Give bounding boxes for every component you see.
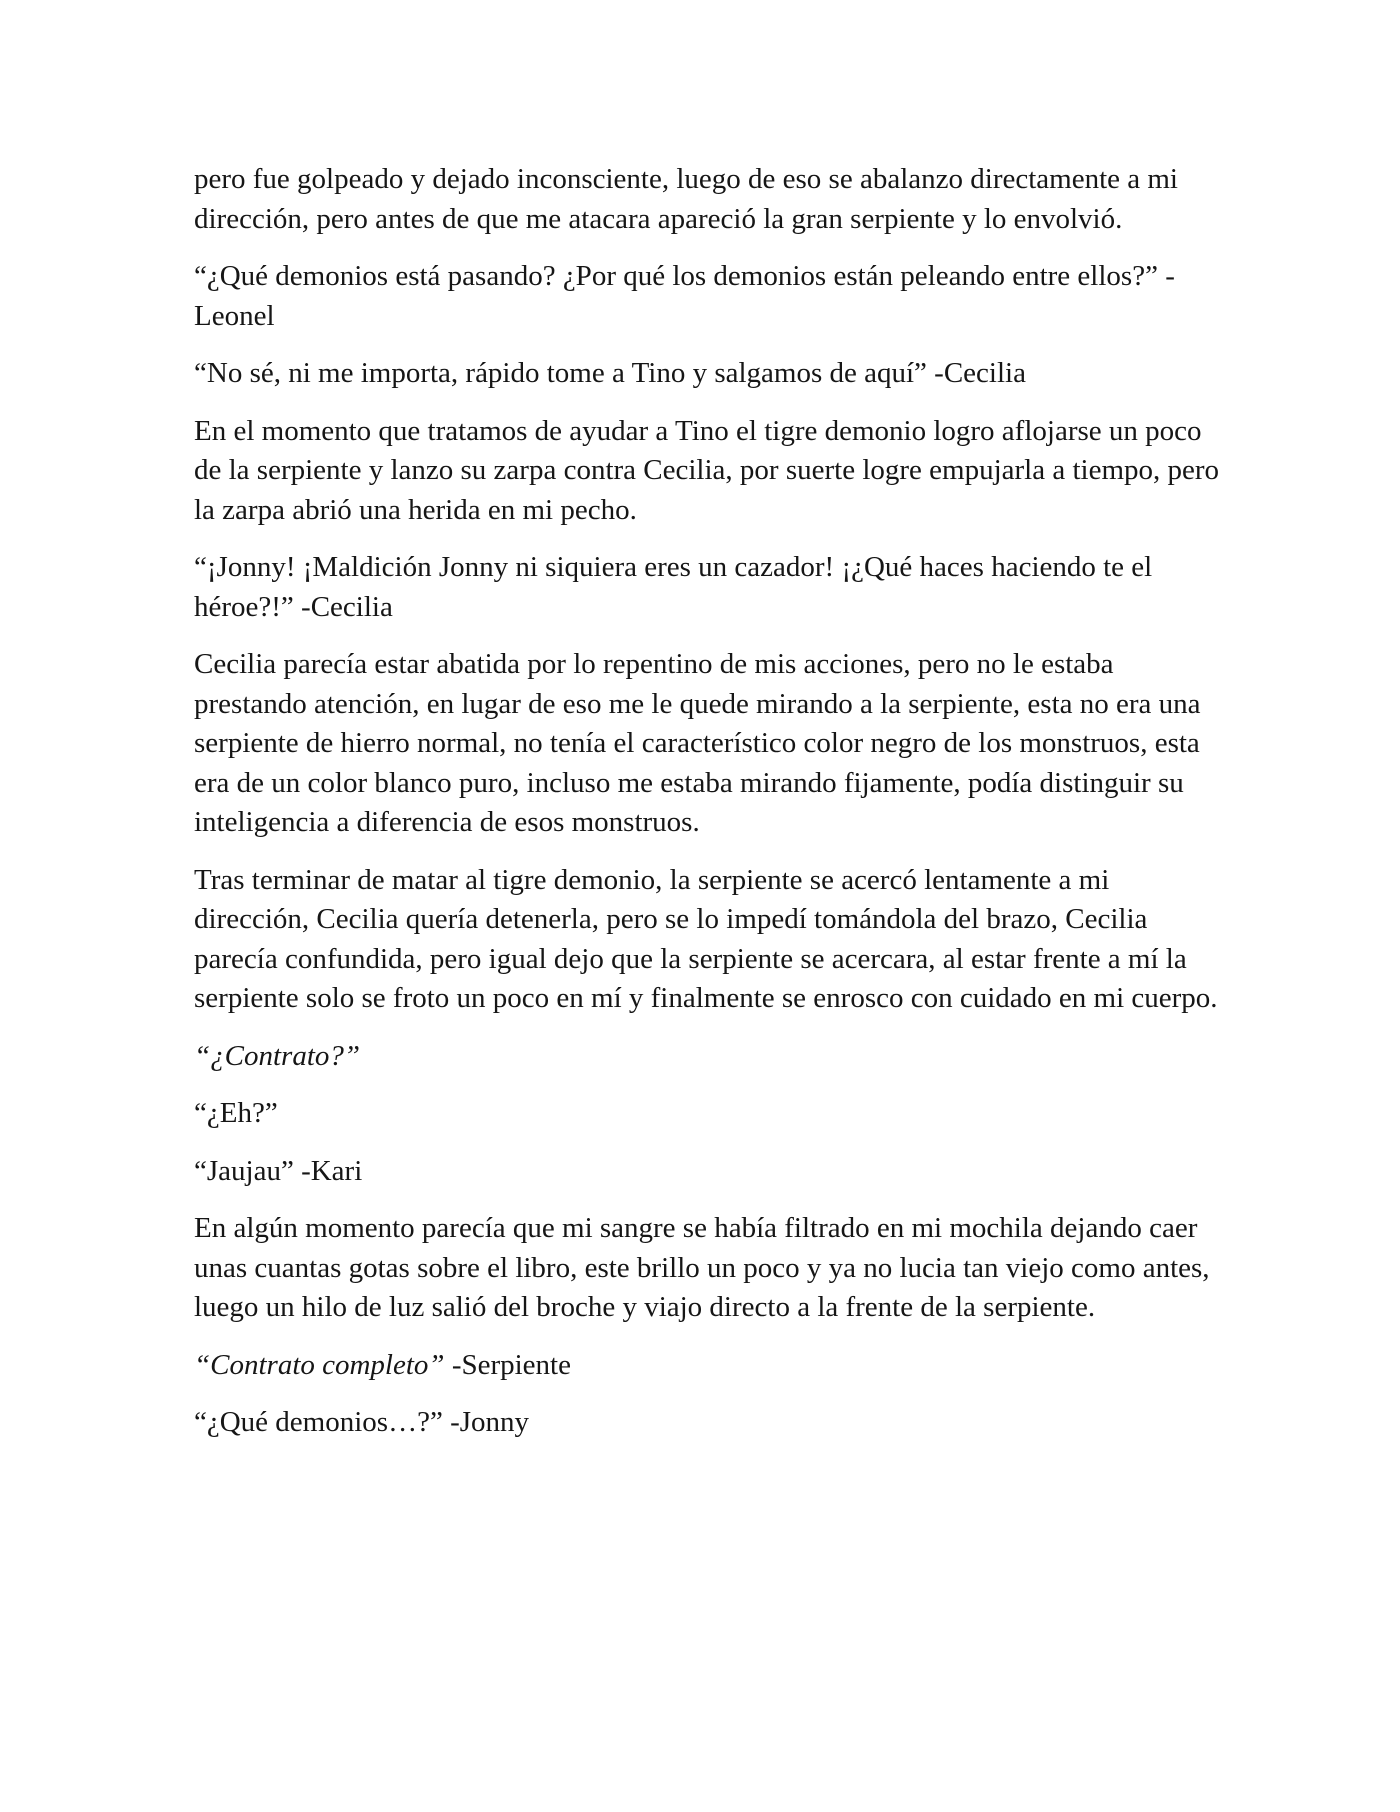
italic-dialogue-line — [194, 1346, 1224, 1386]
narration-paragraph: En algún momento parecía que mi sangre se había filtrado en mi mochila dejando caer unas cuantas gotas sobre el libro, este brillo un poco y ya no lucia tan viejo como antes, luego un hilo de luz salió del broche y viajo directo a la frente de la serpiente. — [194, 1212, 1210, 1323]
narration-paragraph: Tras terminar de matar al tigre demonio, la serpiente se acercó lentamente a mi dirección, Cecilia quería detenerla, pero se lo impedí tomándola del brazo, Cecilia parecía confundida, pero igual dejo que la serpiente se acercara, al estar frente a mí la serpiente solo se froto un poco en mí y finalmente se enrosco con cuidado en mi cuerpo. — [194, 863, 1218, 1014]
italic-speech: “Contrato completo” — [194, 1348, 445, 1381]
dialogue-line-jonny: “¿Qué demonios…?” -Jonny — [194, 1406, 530, 1438]
dialogue-line-cecilia: “¡Jonny! ¡Maldición Jonny ni siquiera eres un cazador! ¡¿Qué haces haciendo te el héroe?!” -Cecilia — [194, 551, 1153, 623]
speaker-tag: -Serpiente — [444, 1348, 571, 1381]
italic-dialogue-line — [194, 1037, 1224, 1077]
dialogue-line-leonel: “¿Qué demonios está pasando? ¿Por qué los demonios están peleando entre ellos?” -Leonel — [194, 260, 1175, 332]
dialogue-line: “¿Eh?” — [194, 1097, 278, 1129]
dialogue-line-cecilia: “No sé, ni me importa, rápido tome a Tino y salgamos de aquí” -Cecilia — [194, 357, 1026, 389]
document-body — [194, 160, 1224, 1461]
narration-paragraph: pero fue golpeado y dejado inconsciente, luego de eso se abalanzo directamente a mi dirección, pero antes de que me atacara apareció la gran serpiente y lo envolvió. — [194, 163, 1178, 235]
narration-paragraph: En el momento que tratamos de ayudar a Tino el tigre demonio logro aflojarse un poco de la serpiente y lanzo su zarpa contra Cecilia, por suerte logre empujarla a tiempo, pero la zarpa abrió una herida en mi pecho. — [194, 414, 1220, 526]
narration-paragraph: Cecilia parecía estar abatida por lo repentino de mis acciones, pero no le estaba prestando atención, en lugar de eso me le quede mirando a la serpiente, esta no era una serpiente de hierro normal, no tenía el característico color negro de los monstruos, esta era de un color blanco puro, incluso me estaba mirando fijamente, podía distinguir su inteligencia a diferencia de esos monstruos. — [194, 648, 1201, 838]
dialogue-line-kari: “Jaujau” -Kari — [194, 1154, 363, 1187]
italic-speech: “¿Contrato?” — [194, 1039, 360, 1072]
